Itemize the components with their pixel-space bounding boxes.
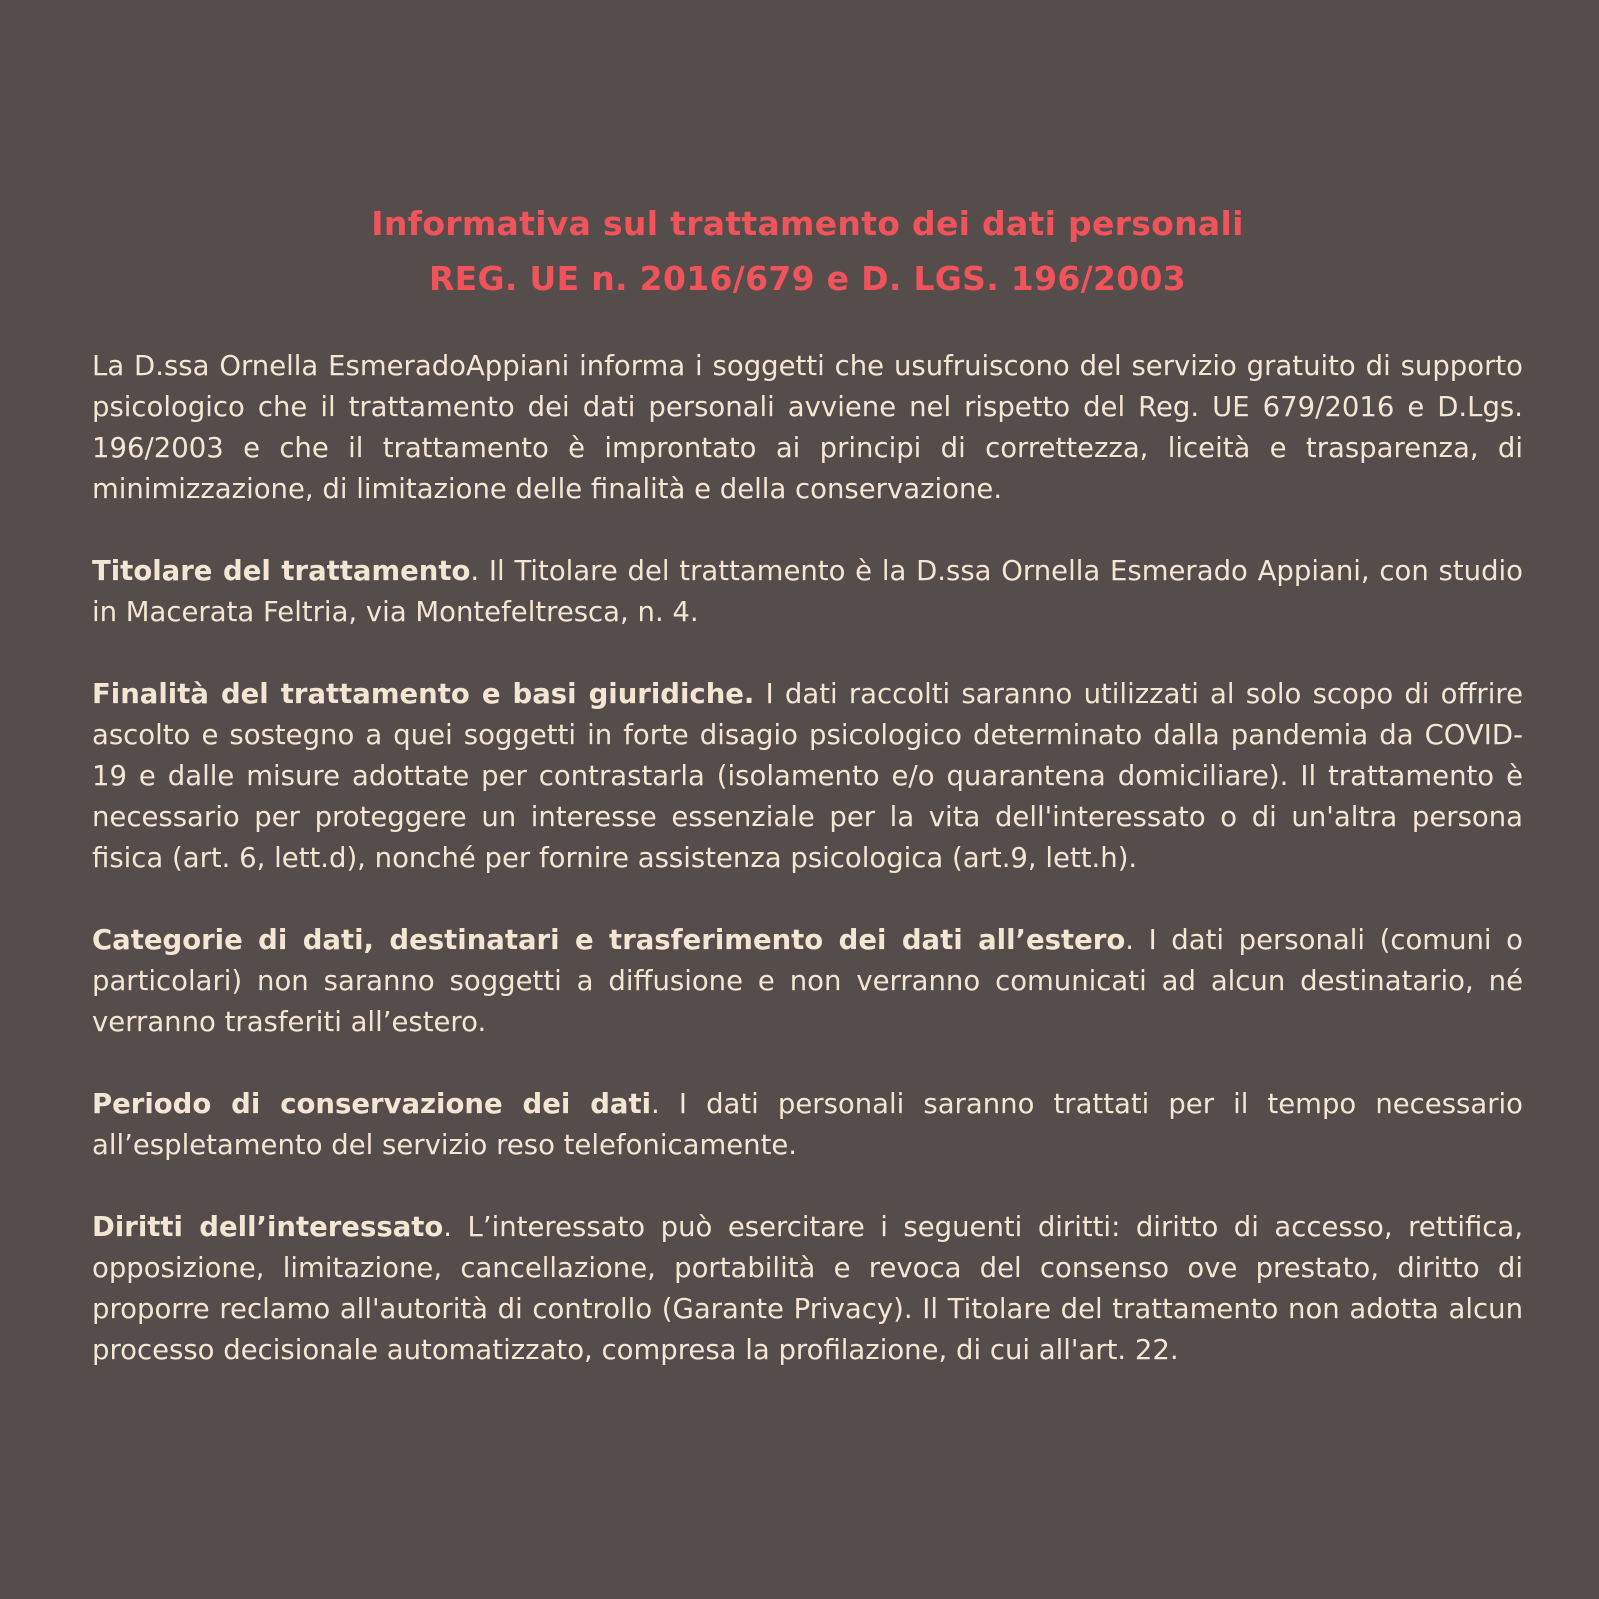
section-heading-punct: . [651, 1088, 660, 1120]
section-purpose-legal-basis [92, 674, 1523, 879]
section-retention-period [92, 1084, 1523, 1166]
section-heading-punct: . [1125, 924, 1134, 956]
intro-paragraph: La D.ssa Ornella EsmeradoAppiani informa i soggetti che usufruiscono del servizio gratuito di supporto psicologico che il trattamento dei dati personali avviene nel rispetto del Reg. UE 679/2016 e D.Lgs. 196/2003 e che il trattamento è improntato ai principi di correttezza, liceità e trasparenza, di minimizzazione, di limitazione delle finalità e della conservazione. [92, 350, 1523, 505]
section-heading: Periodo di conservazione dei dati [92, 1088, 652, 1120]
section-heading: Diritti dell’interessato [92, 1211, 444, 1243]
title-line-1: Informativa sul trattamento dei dati personali [371, 204, 1244, 243]
title-line-2: REG. UE n. 2016/679 e D. LGS. 196/2003 [428, 259, 1187, 298]
section-heading: Categorie di dati, destinatari e trasferimento dei dati all’estero [92, 924, 1126, 956]
section-text: I dati raccolti saranno utilizzati al solo scopo di offrire ascolto e sostegno a quei soggetti in forte disagio psicologico determinato dalla pandemia da COVID-19 e dalle misure adottate per contrastarla (isolamento e/o quarantena domiciliare). Il trattamento è necessario per proteggere un interesse essenziale per la vita dell'interessato o di un'altra persona fisica (art. 6, lett.d), nonché per fornire assistenza psicologica (art.9, lett.h). [92, 678, 1523, 874]
section-heading-punct: . [470, 555, 480, 587]
section-heading-punct: . [443, 1211, 453, 1243]
section-heading: Finalità del trattamento e basi giuridiche. [92, 678, 755, 710]
section-heading: Titolare del trattamento [92, 555, 471, 587]
section-data-subject-rights [92, 1207, 1523, 1371]
document-title [92, 196, 1523, 306]
section-text: I dati personali saranno trattati per il tempo necessario all’espletamento del servizio reso telefonicamente. [92, 1088, 1524, 1161]
section-text: L’interessato può esercitare i seguenti diritti: diritto di accesso, rettifica, opposizione, limitazione, cancellazione, portabilità e revoca del consenso ove prestato, diritto di proporre reclamo all'autorità di controllo (Garante Privacy). Il Titolare del trattamento non adotta alcun processo decisionale automatizzato, compresa la profilazione, di cui all'art. 22. [92, 1211, 1523, 1366]
section-text: I dati personali (comuni o particolari) non saranno soggetti a diffusione e non verranno comunicati ad alcun destinatario, né verranno trasferiti all’estero. [92, 924, 1523, 1038]
section-text: Il Titolare del trattamento è la D.ssa Ornella Esmerado Appiani, con studio in Macerata Feltria, via Montefeltresca, n. 4. [92, 555, 1523, 628]
section-data-controller [92, 551, 1523, 633]
section-data-categories [92, 920, 1523, 1043]
